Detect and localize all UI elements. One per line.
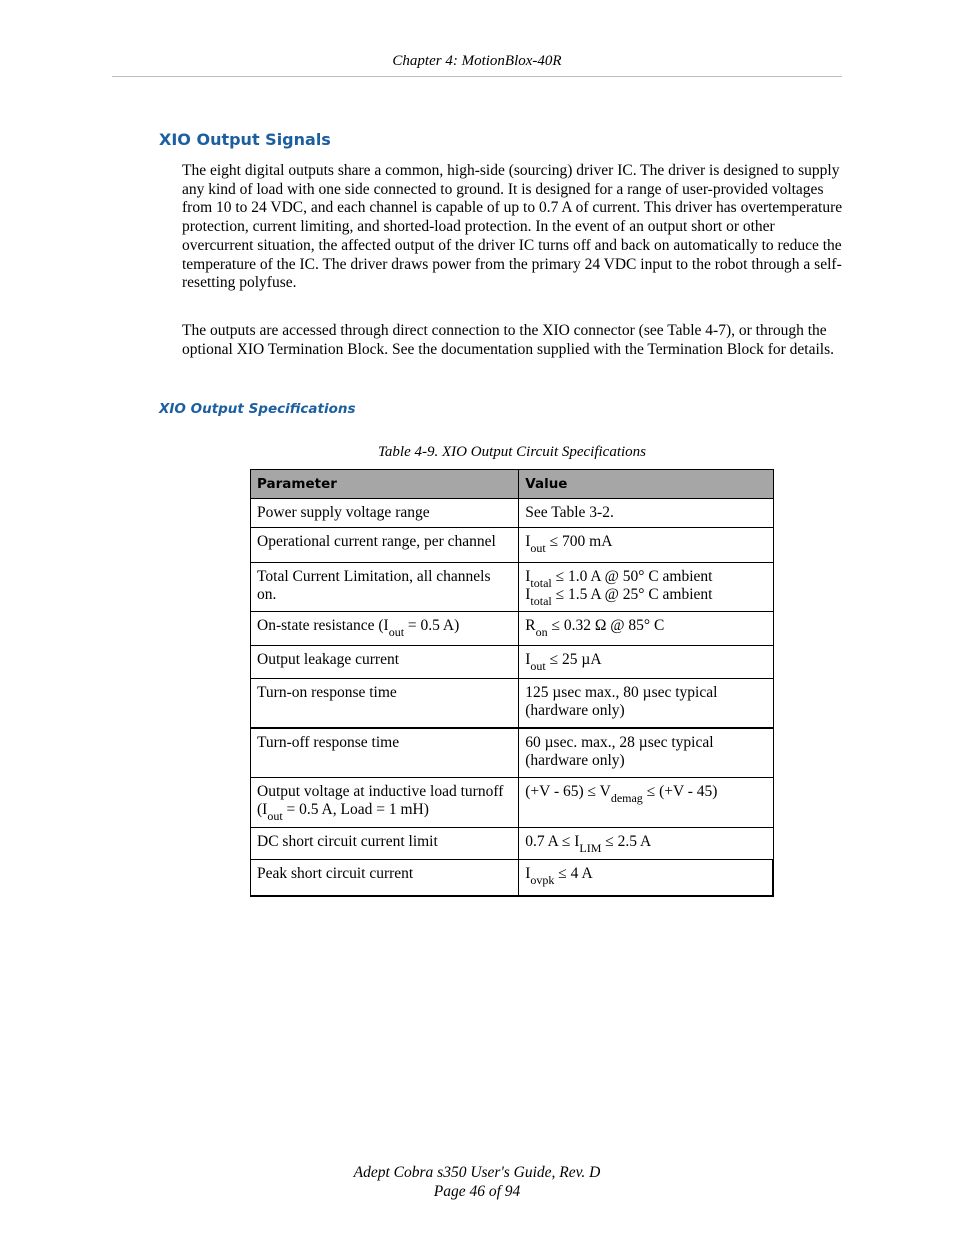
page-footer bbox=[0, 1163, 954, 1201]
value-cell: $(+V - 65) \le V_{demag} \le (+V - 45)$ bbox=[519, 777, 773, 827]
table-row bbox=[251, 678, 774, 728]
column-header-value: Value bbox=[519, 470, 773, 499]
table-row bbox=[251, 728, 774, 778]
running-header: Chapter 4: MotionBlox-40R bbox=[392, 53, 562, 69]
value-cell: $I_{out} \le 25$ µA bbox=[519, 646, 773, 679]
table-row bbox=[251, 528, 774, 563]
parameter-cell: Total Current Limitation, all channels on. bbox=[251, 562, 519, 611]
parameter-cell: Peak short circuit current bbox=[251, 860, 519, 896]
table-row bbox=[251, 860, 774, 896]
body-paragraph: The outputs are accessed through direct connection to the XIO connector (see Table 4-7), or through the optional XIO Termination Block. See the documentation supplied with the Termination Block for details. bbox=[182, 322, 835, 358]
table-row bbox=[251, 646, 774, 679]
subsection-heading: XIO Output Specifications bbox=[159, 401, 356, 417]
table-row bbox=[251, 498, 774, 528]
table-header-row bbox=[251, 470, 774, 499]
body-paragraph: The eight digital outputs share a common, high-side (sourcing) driver IC. The driver is designed to supply any kind of load with one side connected to ground. It is designed for a range of user-provided voltages from 10 to 24 VDC, and each channel is capable of up to 0.7 A of current. This driver has overtemperature protection, current limiting, and shorted-load protection. In the event of an output short or other overcurrent situation, the affected output of the driver IC turns off and back on automatically to reduce the temperature of the IC. The driver draws power from the primary 24 VDC input to the robot through a self-resetting polyfuse. bbox=[182, 162, 843, 292]
section-heading: XIO Output Signals bbox=[159, 130, 331, 149]
value-cell: See Table 3-2. bbox=[519, 498, 773, 528]
value-cell: 0.7 $A \le I_{LIM} \le 2.5$ A bbox=[519, 827, 773, 860]
value-cell: 60 µsec. max., 28 µsec typical (hardware only) bbox=[519, 728, 773, 778]
spec-table bbox=[250, 469, 774, 897]
parameter-cell: Power supply voltage range bbox=[251, 498, 519, 528]
parameter-cell: Operational current range, per channel bbox=[251, 528, 519, 563]
parameter-cell: On-state resistance ($I_{out} = 0.5$ A) bbox=[251, 611, 519, 646]
value-cell: $R_{on} \le 0.32$ Ω @ 85° C bbox=[519, 611, 773, 646]
parameter-cell: Turn-on response time bbox=[251, 678, 519, 728]
parameter-cell: Output voltage at inductive load turnoff ($I_{out} = 0.5$ A, Load = 1 mH) bbox=[251, 777, 519, 827]
value-cell: $I_{out} \le 700$ mA bbox=[519, 528, 773, 563]
parameter-cell: DC short circuit current limit bbox=[251, 827, 519, 860]
parameter-cell: Turn-off response time bbox=[251, 728, 519, 778]
value-cell: $I_{ovpk} \le 4$ A bbox=[519, 860, 773, 896]
column-header-parameter: Parameter bbox=[251, 470, 519, 499]
table-row bbox=[251, 611, 774, 646]
parameter-cell: Output leakage current bbox=[251, 646, 519, 679]
table-row bbox=[251, 777, 774, 827]
table-row bbox=[251, 562, 774, 611]
footer-document-title: Adept Cobra s350 User's Guide, Rev. D bbox=[353, 1164, 601, 1181]
value-cell: 125 µsec max., 80 µsec typical (hardware only) bbox=[519, 678, 773, 728]
footer-page-number: Page 46 of 94 bbox=[433, 1183, 521, 1200]
table-caption: Table 4-9. XIO Output Circuit Specifications bbox=[377, 444, 647, 460]
value-cell: $I_{total} \le 1.0$ A @ 50° C ambient $I_{total} \le 1.5$ A @ 25° C ambient bbox=[519, 562, 773, 611]
header-divider bbox=[112, 76, 842, 77]
table-row bbox=[251, 827, 774, 860]
